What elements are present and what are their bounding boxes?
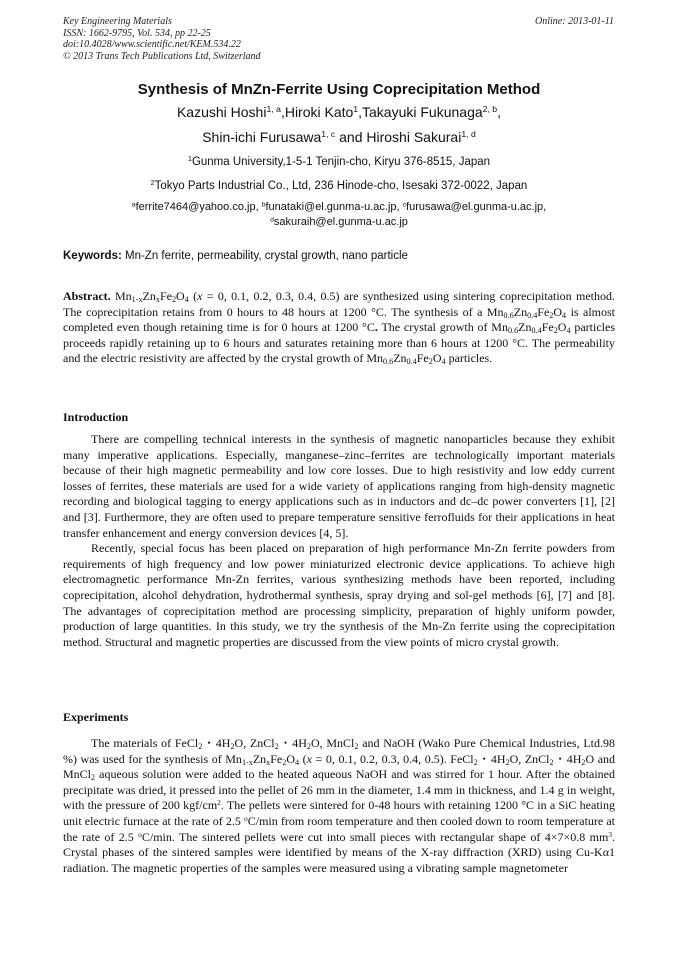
affiliation-2: [0, 180, 678, 192]
paragraph: The materials of FeCl$_2$・$4H_2O$, ZnCl$_2$・$4H_2O$, MnCl$_2$ and NaOH (Wako Pure Chemical Industries, Ltd.98 %) was used for the synthesis of $Mn_{1-x}Zn_xFe_2O_4$ (x = 0, 0.1, 0.2, 0.3, 0.4, 0.5). FeCl$_2$・$4H_2O$, ZnCl$_2$・$4H_2O$ and MnCl$_2$ aqueous solution were added to the heated aqueous NaOH and was stirred for 1 hour. After the obtained precipitate was dried, it pressed into the pellet of 26 mm in the diameter, 1.4 mm in thickness, and 1.4 g in weight, with the pressure of 200 kgf/$cm^2$. The pellets were sintered for 0-48 hours with retaining 1200 °C in a SiC heating unit electric furnace at the rate of 2.5 $^o$C/min from room temperature and then cooled down to room temperature at the rate of 2.5 $^o$C/min. The sintered pellets were cut into small pieces with rectangular shape of 4×7×0.8 $mm^3$. Crystal phases of the sintered samples were identified by means of the X-ray diffraction (XRD) using Cu-Kα1 radiation. The magnetic properties of the samples were measured using a vibrating sample magnetometer: [63, 736, 616, 875]
copyright-line: © 2013 Trans Tech Publications Ltd, Switzerland: [63, 50, 261, 62]
affiliation-text: Tokyo Parts Industrial Co., Ltd, 236 Hinode-cho, Isesaki 372-0022, Japan: [154, 180, 528, 192]
author-name: Hiroki Kato: [284, 104, 354, 120]
email-address: ferrite7464@yahoo.co.jp,: [135, 201, 259, 213]
section-heading-introduction: Introduction: [63, 410, 129, 424]
affiliation-mark: 1: [187, 155, 192, 164]
author-conjunction: and: [339, 129, 363, 145]
abstract: Abstract. $Mn_{1-x}Zn_xFe_2O_4$ (x = 0, 0.1, 0.2, 0.3, 0.4, 0.5) are synthesized using sintering coprecipitation method. The coprecipitation retains from 0 hours to 48 hours at 1200 °C. The synthesis of a $Mn_{0.6}Zn_{0.4}Fe_2O_4$ is almost completed even though retaining time is for 0 hours at 1200 °C. The crystal growth of $Mn_{0.6}Zn_{0.4}Fe_2O_4$ particles proceeds rapidly retaining up to 6 hours and saturates retaining more than 6 hours at 1200 °C. The permeability and the electric resistivity are affected by the crystal growth of $Mn_{0.6}Zn_{0.4}Fe_2O_4$ particles.: [63, 289, 616, 367]
email-line-1: [0, 201, 678, 213]
doi-line: doi:10.4028/www.scientific.net/KEM.534.22: [63, 39, 241, 50]
author-name: Shin-ichi Furusawa: [202, 129, 322, 145]
email-mark: b: [261, 201, 266, 209]
email-address: sakuraih@el.gunma-u.ac.jp: [273, 216, 408, 228]
email-address: furusawa@el.gunma-u.ac.jp,: [406, 201, 547, 213]
keywords-label: Keywords:: [63, 250, 122, 262]
affiliation-mark: 2: [150, 179, 155, 188]
paragraph: Recently, special focus has been placed on preparation of high performance Mn-Zn ferrite powders from requirements of high frequency and low power miniaturized electronic device applications. To achieve high electromagnetic performance Mn-Zn ferrites, various synthesizing methods have been reported, including coprecipitation, alcohol dehydration, hydrothermal synthesis, spray drying and sol-gel methods [6], [7] and [8]. The advantages of coprecipitation method are processing simplicity, preparation of highly uniform powder, production of large quantities. In this study, we try the synthesis of the Mn-Zn ferrite using the coprecipitation method. Structural and magnetic properties are discussed from the view points of micro crystal growth.: [63, 541, 615, 649]
paragraph: There are compelling technical interests in the synthesis of magnetic nanoparticles because they exhibit many imperative applications. Especially, manganese–zinc–ferrites are technologically important materials because of their high magnetic permeability and low core losses. Due to high resistivity and low eddy current losses of ferrites, these materials are used for a wide variety of applications ranging from high-density magnetic recording and biological tagging to energy applications such as in inductors and dc–dc power converters [1], [2] and [3]. Furthermore, they are often used to prepare temperature sensitive ferrofluids for their applications in heat transfer enhancement and energy conversion devices [4, 5].: [63, 432, 615, 540]
email-mark: d: [270, 216, 274, 224]
issn-line: ISSN: 1662-9795, Vol. 534, pp 22-25: [63, 27, 211, 39]
introduction-body: [63, 432, 615, 650]
author-affiliation-mark: 1: [353, 104, 359, 115]
journal-name: Key Engineering Materials: [63, 16, 172, 27]
affiliation-1: [0, 156, 678, 168]
journal-meta: [63, 16, 261, 62]
author-affiliation-mark: 1, d: [461, 129, 476, 140]
author-affiliation-mark: 1, c: [321, 129, 336, 140]
section-heading-experiments: Experiments: [63, 710, 129, 724]
email-mark: c: [402, 201, 407, 209]
experiments-body: [63, 736, 615, 876]
email-line-2: [0, 216, 678, 228]
email-address: funataki@el.gunma-u.ac.jp,: [265, 201, 400, 213]
abstract-label: Abstract.: [63, 289, 111, 303]
paper-title: Synthesis of MnZn-Ferrite Using Coprecipitation Method: [137, 81, 541, 98]
keywords-text: Mn-Zn ferrite, permeability, crystal growth, nano particle: [125, 250, 408, 262]
author-affiliation-mark: 1, a: [266, 104, 281, 115]
email-mark: a: [131, 201, 136, 209]
author-name: Takayuki Fukunaga: [362, 104, 483, 120]
author-name: Hiroshi Sakurai: [366, 129, 462, 145]
author-affiliation-mark: 2, b: [482, 104, 498, 115]
author-name: Kazushi Hoshi: [176, 104, 267, 120]
affiliation-text: Gunma University,1-5-1 Tenjin-cho, Kiryu 376-8515, Japan: [191, 156, 491, 168]
author-line-2: [0, 129, 678, 145]
online-date: Online: 2013-01-11: [535, 16, 614, 27]
keywords: [63, 250, 408, 262]
author-line-1: Kazushi Hoshi$^{1, a}$,Hiroki Kato$^1$,Takayuki Fukunaga$^{2, b}$,: [176, 104, 502, 120]
